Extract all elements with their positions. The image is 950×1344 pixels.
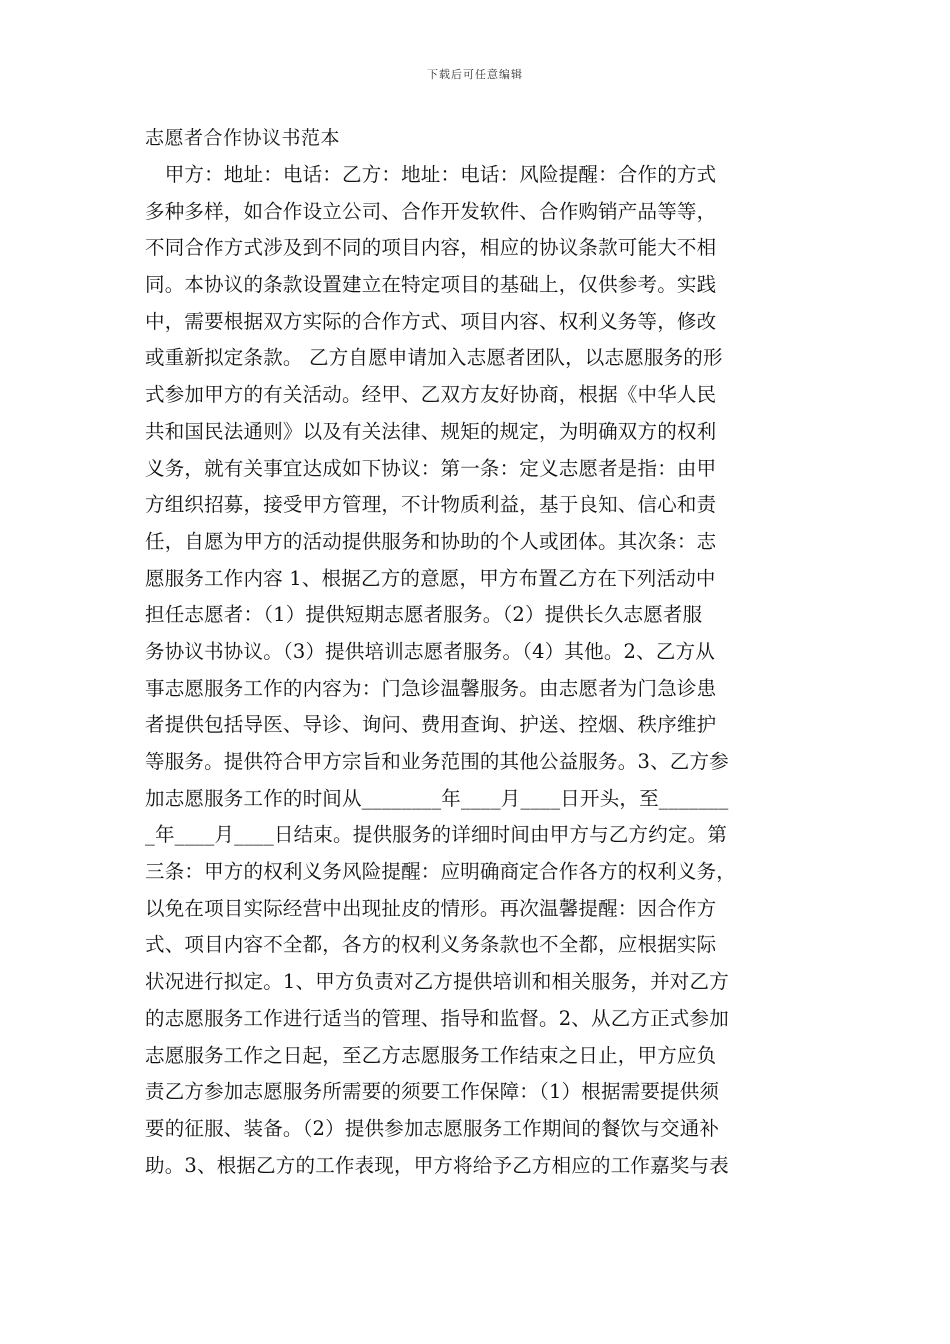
body-line: 义务，就有关事宜达成如下协议：第一条：定义志愿者是指：由甲 xyxy=(145,456,717,480)
body-line: 以免在项目实际经营中出现扯皮的情形。再次温馨提醒：因合作方 xyxy=(145,896,717,920)
document-body xyxy=(145,157,807,1184)
body-line: 任，自愿为甲方的活动提供服务和协助的个人或团体。其次条：志 xyxy=(145,529,717,553)
body-line: 式、项目内容不全都，各方的权利义务条款也不全都，应根据实际 xyxy=(145,933,717,957)
body-line: _年____月____日结束。提供服务的详细时间由甲方与乙方约定。第 xyxy=(145,823,728,847)
body-line: 等服务。提供符合甲方宗旨和业务范围的其他公益服务。3、乙方参 xyxy=(145,750,729,773)
document-title: 志愿者合作协议书范本 xyxy=(145,127,341,149)
body-line: 方组织招募，接受甲方管理，不计物质利益，基于良知、信心和责 xyxy=(145,493,717,517)
body-line: 三条：甲方的权利义务风险提醒：应明确商定合作各方的权利义务， xyxy=(145,860,737,884)
body-line: 中，需要根据双方实际的合作方式、项目内容、权利义务等，修改 xyxy=(145,309,717,333)
body-line: 事志愿服务工作的内容为：门急诊温馨服务。由志愿者为门急诊患 xyxy=(145,676,717,700)
body-line: 责乙方参加志愿服务所需要的须要工作保障：（1）根据需要提供须 xyxy=(145,1080,720,1104)
body-line: 志愿服务工作之日起，至乙方志愿服务工作结束之日止，甲方应负 xyxy=(145,1043,717,1067)
body-line: 或重新拟定条款。 乙方自愿申请加入志愿者团队，以志愿服务的形 xyxy=(145,346,723,370)
body-line: 甲方：地址：电话：乙方：地址：电话：风险提醒：合作的方式 xyxy=(145,163,717,186)
body-line: 担任志愿者：（1）提供短期志愿者服务。（2）提供长久志愿者服 xyxy=(145,603,703,627)
body-line: 多种多样，如合作设立公司、合作开发软件、合作购销产品等等， xyxy=(145,199,717,223)
body-line: 不同合作方式涉及到不同的项目内容，相应的协议条款可能大不相 xyxy=(145,236,717,260)
body-line: 状况进行拟定。1、甲方负责对乙方提供培训和相关服务，并对乙方 xyxy=(145,970,729,994)
body-line: 同。本协议的条款设置建立在特定项目的基础上，仅供参考。实践 xyxy=(145,273,717,297)
body-line: 式参加甲方的有关活动。经甲、乙双方友好协商，根据《中华人民 xyxy=(145,383,717,407)
body-line: 务协议书协议。（3）提供培训志愿者服务。（4）其他。2、乙方从 xyxy=(145,639,715,663)
body-line: 的志愿服务工作进行适当的管理、指导和监督。2、从乙方正式参加 xyxy=(145,1006,729,1030)
body-line: 者提供包括导医、导诊、询问、费用查询、护送、控烟、秩序维护 xyxy=(145,713,717,737)
page-header-note: 下载后可任意编辑 xyxy=(427,68,523,81)
body-line: 愿服务工作内容 1、根据乙方的意愿，甲方布置乙方在下列活动中 xyxy=(145,566,716,590)
body-line: 共和国民法通则》以及有关法律、规矩的规定，为明确双方的权利 xyxy=(145,419,717,443)
body-line: 助。3、根据乙方的工作表现，甲方将给予乙方相应的工作嘉奖与表 xyxy=(145,1153,729,1177)
body-line: 加志愿服务工作的时间从________年____月____日开头，至_______ xyxy=(145,786,729,810)
body-line: 要的征服、装备。（2）提供参加志愿服务工作期间的餐饮与交通补 xyxy=(145,1116,720,1140)
